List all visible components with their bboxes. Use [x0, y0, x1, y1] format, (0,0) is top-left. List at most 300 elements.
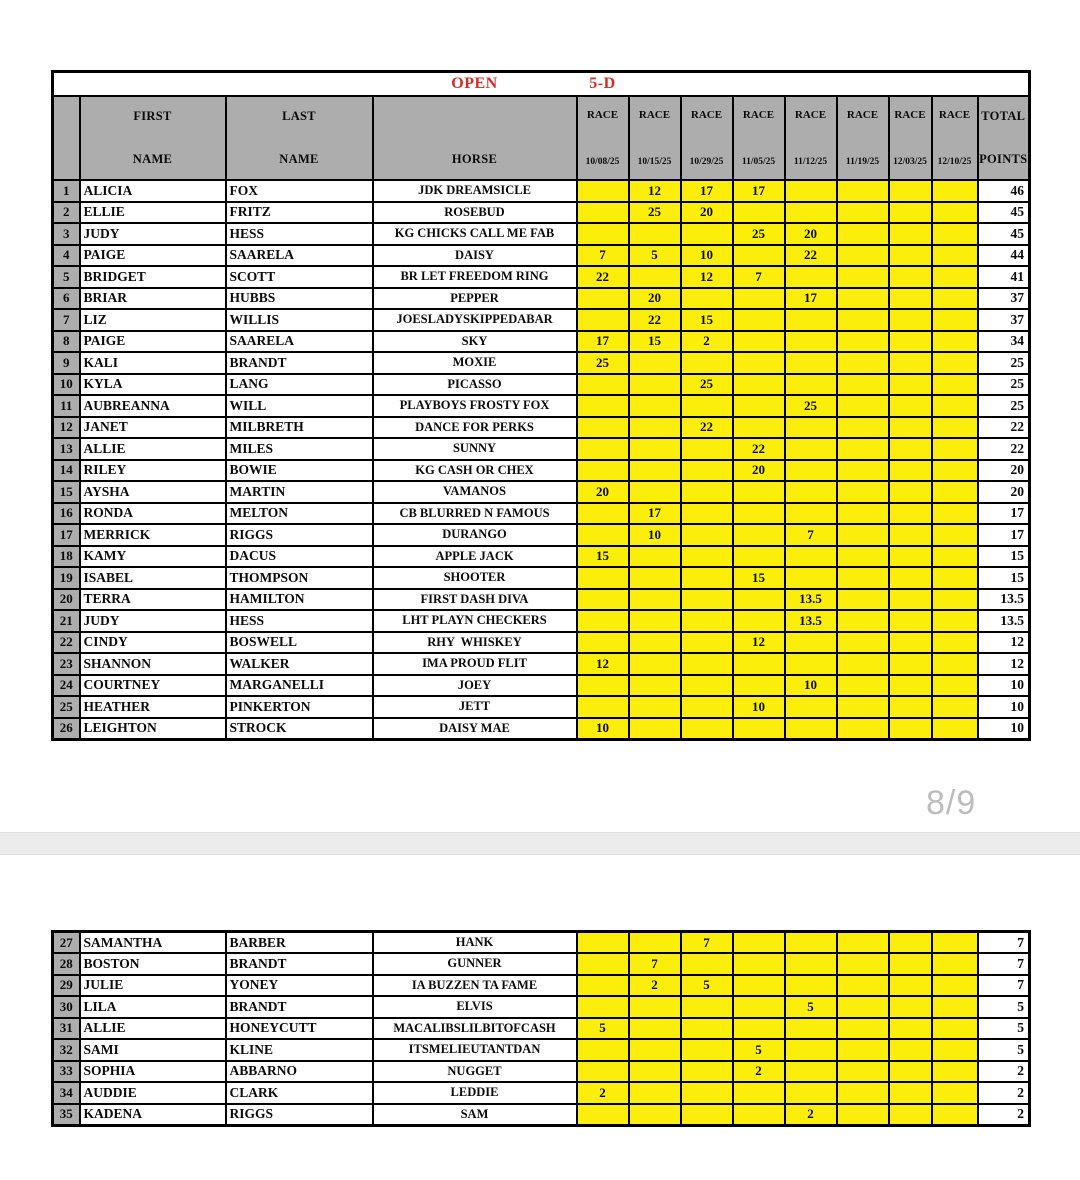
race-points-cell [733, 953, 785, 975]
first-name-cell: MERRICK [80, 524, 226, 546]
race-points-cell [733, 309, 785, 331]
race-points-cell [932, 546, 978, 568]
horse-cell: DURANGO [373, 524, 577, 546]
race-points-cell [733, 202, 785, 224]
competitor-row [53, 932, 1030, 954]
competitor-row [53, 653, 1030, 675]
race-points-cell: 5 [785, 996, 837, 1018]
race-points-cell [577, 417, 629, 439]
race-points-cell: 20 [681, 202, 733, 224]
race-points-cell [889, 438, 932, 460]
rank-cell: 9 [53, 352, 80, 374]
race-points-cell [837, 1039, 889, 1061]
race-points-cell [577, 696, 629, 718]
race-points-cell [837, 1018, 889, 1040]
race-column-header-2 [629, 96, 681, 180]
rank-cell: 24 [53, 675, 80, 697]
race-points-cell: 25 [577, 352, 629, 374]
race-points-cell [785, 632, 837, 654]
race-points-cell [629, 718, 681, 740]
race-points-cell [889, 718, 932, 740]
competitor-row [53, 632, 1030, 654]
race-points-cell [932, 288, 978, 310]
page-gap-separator [0, 832, 1080, 855]
race-points-cell [932, 245, 978, 267]
last-name-cell: RIGGS [226, 1104, 373, 1126]
race-points-cell: 13.5 [785, 610, 837, 632]
first-name-cell: JULIE [80, 975, 226, 997]
race-points-cell [681, 996, 733, 1018]
competitor-row [53, 996, 1030, 1018]
race-points-cell [889, 1018, 932, 1040]
race-points-cell [785, 546, 837, 568]
first-name-cell: JUDY [80, 223, 226, 245]
race-points-cell: 13.5 [785, 589, 837, 611]
race-points-cell [837, 1082, 889, 1104]
last-name-cell: BOSWELL [226, 632, 373, 654]
race-points-cell [889, 975, 932, 997]
race-points-cell [889, 546, 932, 568]
race-points-cell [629, 266, 681, 288]
horse-cell: PICASSO [373, 374, 577, 396]
first-name-cell: BRIAR [80, 288, 226, 310]
rank-cell: 11 [53, 395, 80, 417]
race-points-cell [837, 438, 889, 460]
standings-table-page-2 [51, 930, 1031, 1127]
total-points-cell: 46 [978, 180, 1030, 202]
race-points-cell: 17 [681, 180, 733, 202]
race-points-cell [837, 352, 889, 374]
race-points-cell [932, 632, 978, 654]
race-points-cell [785, 653, 837, 675]
total-points-cell: 13.5 [978, 589, 1030, 611]
race-column-header-8 [932, 96, 978, 180]
race-points-cell [733, 245, 785, 267]
race-points-cell: 10 [681, 245, 733, 267]
race-points-cell [733, 1082, 785, 1104]
horse-cell: SKY [373, 331, 577, 353]
horse-cell: RHY WHISKEY [373, 632, 577, 654]
header-line: RACE [846, 109, 879, 121]
last-name-cell: LANG [226, 374, 373, 396]
total-points-cell: 10 [978, 718, 1030, 740]
rank-cell: 23 [53, 653, 80, 675]
race-points-cell: 25 [733, 223, 785, 245]
race-points-cell [681, 610, 733, 632]
race-points-cell [733, 503, 785, 525]
last-name-cell: WILL [226, 395, 373, 417]
race-points-cell [577, 309, 629, 331]
horse-cell: MACALIBSLILBITOFCASH [373, 1018, 577, 1040]
race-points-cell [837, 932, 889, 954]
race-points-cell [785, 417, 837, 439]
race-points-cell [785, 503, 837, 525]
last-name-cell: HUBBS [226, 288, 373, 310]
first-name-column-header [80, 96, 226, 180]
competitor-row [53, 524, 1030, 546]
race-points-cell [681, 1104, 733, 1126]
race-points-cell [932, 524, 978, 546]
race-points-cell [932, 266, 978, 288]
race-points-cell [889, 1039, 932, 1061]
horse-cell: SHOOTER [373, 567, 577, 589]
race-points-cell [932, 996, 978, 1018]
total-points-cell: 45 [978, 202, 1030, 224]
competitor-row [53, 675, 1030, 697]
total-points-cell: 22 [978, 438, 1030, 460]
last-name-cell: YONEY [226, 975, 373, 997]
horse-cell: LHT PLAYN CHECKERS [373, 610, 577, 632]
race-points-cell: 10 [629, 524, 681, 546]
race-points-cell [629, 589, 681, 611]
race-points-cell [889, 1082, 932, 1104]
race-points-cell [733, 589, 785, 611]
rank-cell: 28 [53, 953, 80, 975]
race-points-cell: 2 [577, 1082, 629, 1104]
race-points-cell [785, 1039, 837, 1061]
horse-cell: JOEY [373, 675, 577, 697]
total-points-cell: 15 [978, 567, 1030, 589]
horse-cell: SAM [373, 1104, 577, 1126]
rank-cell: 14 [53, 460, 80, 482]
last-name-cell: SAARELA [226, 245, 373, 267]
last-name-cell: BRANDT [226, 352, 373, 374]
race-points-cell [889, 374, 932, 396]
total-points-cell: 37 [978, 288, 1030, 310]
last-name-cell: RIGGS [226, 524, 373, 546]
horse-cell: LEDDIE [373, 1082, 577, 1104]
race-points-cell [629, 1104, 681, 1126]
race-points-cell [889, 1061, 932, 1083]
race-date-label: 12/10/25 [937, 157, 972, 167]
race-points-cell [577, 975, 629, 997]
race-points-cell [733, 546, 785, 568]
race-points-cell [837, 481, 889, 503]
sheet-title-row [53, 72, 1030, 97]
last-name-cell: DACUS [226, 546, 373, 568]
competitor-row [53, 503, 1030, 525]
race-points-cell [837, 696, 889, 718]
race-points-cell: 25 [785, 395, 837, 417]
race-points-cell [837, 632, 889, 654]
race-points-cell [681, 1082, 733, 1104]
race-points-cell [733, 610, 785, 632]
race-points-cell: 22 [629, 309, 681, 331]
race-points-cell [733, 932, 785, 954]
total-points-cell: 25 [978, 395, 1030, 417]
race-points-cell [889, 996, 932, 1018]
race-points-cell [932, 309, 978, 331]
race-points-cell [932, 653, 978, 675]
rank-cell: 3 [53, 223, 80, 245]
race-points-cell: 12 [733, 632, 785, 654]
race-points-cell [837, 266, 889, 288]
race-points-cell [629, 932, 681, 954]
race-points-cell [837, 395, 889, 417]
race-points-cell [629, 460, 681, 482]
race-points-cell [681, 352, 733, 374]
race-points-cell [577, 202, 629, 224]
race-points-cell [681, 1061, 733, 1083]
race-points-cell [629, 1039, 681, 1061]
race-points-cell [932, 718, 978, 740]
title-spacer-right [629, 72, 1030, 97]
race-points-cell [785, 975, 837, 997]
rank-cell: 22 [53, 632, 80, 654]
race-points-cell [932, 696, 978, 718]
race-points-cell [889, 632, 932, 654]
competitor-row [53, 1018, 1030, 1040]
race-points-cell [629, 352, 681, 374]
first-name-cell: ALLIE [80, 1018, 226, 1040]
competitor-row [53, 696, 1030, 718]
first-name-cell: PAIGE [80, 245, 226, 267]
race-points-cell [932, 675, 978, 697]
last-name-cell: WALKER [226, 653, 373, 675]
total-points-cell: 41 [978, 266, 1030, 288]
first-name-cell: PAIGE [80, 331, 226, 353]
race-points-cell [681, 395, 733, 417]
rank-cell: 1 [53, 180, 80, 202]
last-name-cell: SCOTT [226, 266, 373, 288]
competitor-row [53, 374, 1030, 396]
horse-cell: CB BLURRED N FAMOUS [373, 503, 577, 525]
race-points-cell [837, 1061, 889, 1083]
horse-cell: DAISY MAE [373, 718, 577, 740]
race-points-cell [681, 953, 733, 975]
first-name-cell: KAMY [80, 546, 226, 568]
horse-cell: DAISY [373, 245, 577, 267]
competitor-row [53, 180, 1030, 202]
last-name-cell: WILLIS [226, 309, 373, 331]
race-points-cell [629, 1082, 681, 1104]
race-points-cell: 7 [629, 953, 681, 975]
race-points-cell [577, 610, 629, 632]
race-points-cell [785, 953, 837, 975]
rank-cell: 18 [53, 546, 80, 568]
horse-cell: NUGGET [373, 1061, 577, 1083]
sheet-title: OPEN [373, 72, 577, 97]
first-name-cell: BRIDGET [80, 266, 226, 288]
race-points-cell [785, 180, 837, 202]
race-points-cell [889, 395, 932, 417]
race-points-cell [837, 589, 889, 611]
race-points-cell [681, 288, 733, 310]
rank-cell: 35 [53, 1104, 80, 1126]
race-points-cell [889, 610, 932, 632]
race-points-cell [837, 223, 889, 245]
race-points-cell [629, 632, 681, 654]
race-points-cell: 17 [733, 180, 785, 202]
first-name-cell: ELLIE [80, 202, 226, 224]
race-points-cell: 7 [733, 266, 785, 288]
first-name-cell: JANET [80, 417, 226, 439]
race-points-cell: 12 [577, 653, 629, 675]
race-points-cell [733, 1018, 785, 1040]
total-points-cell: 25 [978, 374, 1030, 396]
first-name-cell: ALICIA [80, 180, 226, 202]
horse-cell: APPLE JACK [373, 546, 577, 568]
last-name-cell: BOWIE [226, 460, 373, 482]
race-points-cell [889, 309, 932, 331]
race-points-cell [837, 546, 889, 568]
race-points-cell: 17 [577, 331, 629, 353]
rank-cell: 6 [53, 288, 80, 310]
horse-cell: IMA PROUD FLIT [373, 653, 577, 675]
header-line: RACE [794, 109, 827, 121]
race-points-cell [837, 331, 889, 353]
race-points-cell [889, 696, 932, 718]
race-points-cell [629, 1061, 681, 1083]
race-points-cell [733, 481, 785, 503]
competitor-row [53, 288, 1030, 310]
total-points-cell: 44 [978, 245, 1030, 267]
horse-cell: KG CHICKS CALL ME FAB [373, 223, 577, 245]
competitor-row [53, 245, 1030, 267]
total-points-cell: 12 [978, 632, 1030, 654]
rank-cell: 15 [53, 481, 80, 503]
rank-cell: 20 [53, 589, 80, 611]
rank-cell: 32 [53, 1039, 80, 1061]
header-line: HORSE [451, 152, 498, 166]
race-points-cell [577, 589, 629, 611]
race-points-cell [785, 567, 837, 589]
race-points-cell [889, 567, 932, 589]
race-points-cell [577, 953, 629, 975]
race-points-cell [733, 653, 785, 675]
race-points-cell [577, 223, 629, 245]
rank-cell: 31 [53, 1018, 80, 1040]
total-points-cell: 2 [978, 1104, 1030, 1126]
rank-cell: 5 [53, 266, 80, 288]
race-date-label: 10/29/25 [689, 157, 724, 167]
horse-cell: HANK [373, 932, 577, 954]
race-points-cell [932, 202, 978, 224]
competitor-row [53, 975, 1030, 997]
total-points-cell: 7 [978, 932, 1030, 954]
race-date-label: 11/19/25 [845, 157, 880, 167]
race-points-cell [733, 417, 785, 439]
race-points-cell [629, 546, 681, 568]
race-points-cell [889, 524, 932, 546]
race-points-cell: 25 [681, 374, 733, 396]
race-points-cell [932, 417, 978, 439]
race-points-cell [837, 1104, 889, 1126]
total-points-cell: 15 [978, 546, 1030, 568]
rank-cell: 4 [53, 245, 80, 267]
total-points-cell: 7 [978, 953, 1030, 975]
race-points-cell [785, 309, 837, 331]
horse-cell: KG CASH OR CHEX [373, 460, 577, 482]
total-points-cell: 10 [978, 675, 1030, 697]
last-name-cell: HESS [226, 610, 373, 632]
header-line: FIRST [133, 109, 172, 123]
race-points-cell [837, 653, 889, 675]
competitor-row [53, 331, 1030, 353]
race-points-cell: 2 [629, 975, 681, 997]
race-points-cell [889, 223, 932, 245]
race-points-cell [932, 1018, 978, 1040]
horse-cell: JOESLADYSKIPPEDABAR [373, 309, 577, 331]
race-date-label: 11/05/25 [741, 157, 776, 167]
rank-cell: 13 [53, 438, 80, 460]
race-points-cell [837, 309, 889, 331]
horse-cell: ROSEBUD [373, 202, 577, 224]
total-points-column-header [978, 96, 1030, 180]
first-name-cell: SAMANTHA [80, 932, 226, 954]
race-points-cell [837, 996, 889, 1018]
race-points-cell [889, 202, 932, 224]
header-line: RACE [894, 109, 926, 121]
race-points-cell [785, 438, 837, 460]
horse-cell: IA BUZZEN TA FAME [373, 975, 577, 997]
horse-cell: MOXIE [373, 352, 577, 374]
horse-cell: GUNNER [373, 953, 577, 975]
race-points-cell [681, 1039, 733, 1061]
race-points-cell [837, 610, 889, 632]
rank-cell: 21 [53, 610, 80, 632]
rank-cell: 27 [53, 932, 80, 954]
rank-cell: 10 [53, 374, 80, 396]
last-name-cell: HAMILTON [226, 589, 373, 611]
race-points-cell: 22 [681, 417, 733, 439]
horse-cell: ITSMELIEUTANTDAN [373, 1039, 577, 1061]
race-points-cell: 5 [681, 975, 733, 997]
race-points-cell [577, 1039, 629, 1061]
race-points-cell [577, 567, 629, 589]
last-name-cell: BARBER [226, 932, 373, 954]
header-line: NAME [279, 152, 319, 166]
competitor-row [53, 546, 1030, 568]
title-spacer-left [53, 72, 373, 97]
race-points-cell [629, 438, 681, 460]
total-points-cell: 20 [978, 481, 1030, 503]
race-points-cell [629, 417, 681, 439]
race-points-cell [733, 288, 785, 310]
last-name-cell: BRANDT [226, 953, 373, 975]
race-points-cell [932, 503, 978, 525]
total-points-cell: 37 [978, 309, 1030, 331]
race-points-cell: 25 [629, 202, 681, 224]
race-points-cell: 17 [785, 288, 837, 310]
race-points-cell [889, 417, 932, 439]
last-name-cell: FRITZ [226, 202, 373, 224]
total-points-cell: 2 [978, 1082, 1030, 1104]
competitor-row [53, 202, 1030, 224]
race-points-cell [629, 696, 681, 718]
first-name-cell: LILA [80, 996, 226, 1018]
race-points-cell [837, 675, 889, 697]
race-points-cell [932, 223, 978, 245]
race-points-cell [932, 953, 978, 975]
total-points-cell: 17 [978, 524, 1030, 546]
last-name-cell: ABBARNO [226, 1061, 373, 1083]
first-name-cell: RONDA [80, 503, 226, 525]
race-points-cell [733, 395, 785, 417]
race-points-cell [837, 718, 889, 740]
race-points-cell [681, 546, 733, 568]
header-line: RACE [742, 109, 775, 121]
header-line: TOTAL [981, 109, 1026, 123]
last-name-cell: FOX [226, 180, 373, 202]
first-name-cell: KYLA [80, 374, 226, 396]
race-points-cell: 12 [629, 180, 681, 202]
race-points-cell [932, 1082, 978, 1104]
horse-cell: SUNNY [373, 438, 577, 460]
first-name-cell: COURTNEY [80, 675, 226, 697]
race-points-cell: 2 [733, 1061, 785, 1083]
first-name-cell: KADENA [80, 1104, 226, 1126]
